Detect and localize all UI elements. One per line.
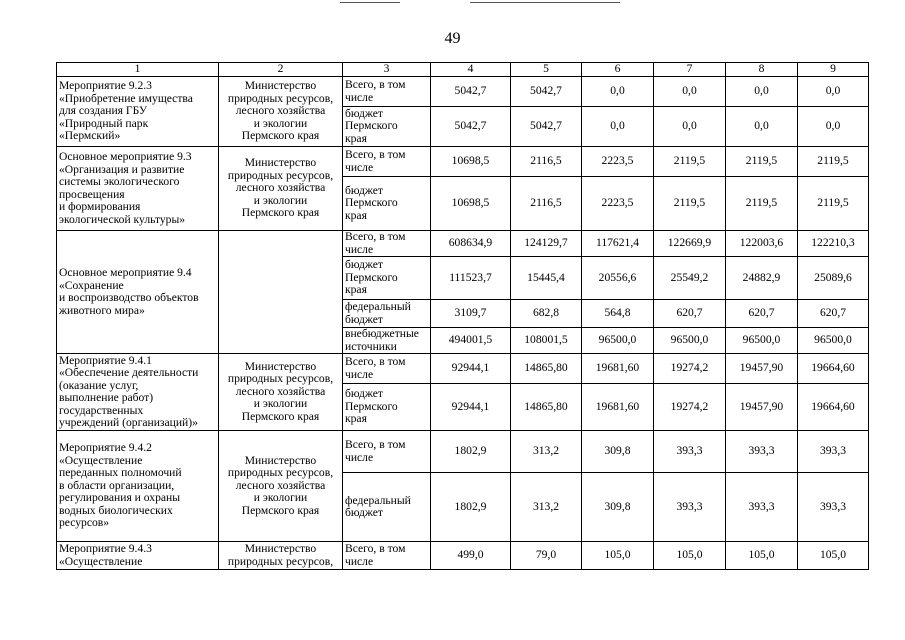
amount-cell: 124129,7 [511, 231, 582, 257]
amount-cell: 92944,1 [431, 354, 511, 384]
activity-name-cell [57, 77, 219, 147]
funding-source-line: края [345, 412, 367, 426]
amount-cell: 3109,7 [431, 300, 511, 328]
activity-name-line: ресурсов» [59, 516, 110, 530]
funding-source-cell [343, 147, 431, 177]
column-number-row [57, 63, 869, 77]
activity-name-line: просвещения [59, 187, 125, 201]
table-row [57, 542, 869, 570]
funding-source-cell [343, 384, 431, 431]
amount-cell: 2116,5 [511, 147, 582, 177]
amount-cell: 10698,5 [431, 147, 511, 177]
amount-cell: 105,0 [798, 542, 869, 570]
amount-cell: 122003,6 [726, 231, 798, 257]
executor-line: и экологии [253, 491, 308, 505]
amount-cell: 393,3 [798, 473, 869, 542]
executor-line: природных ресурсов, [227, 466, 334, 480]
executor-line: природных ресурсов, [227, 554, 334, 568]
activity-name-line: «Осуществление [59, 453, 143, 467]
activity-name-cell [57, 542, 219, 570]
amount-cell: 620,7 [726, 300, 798, 328]
executor-line: Пермского края [241, 409, 320, 423]
funding-source-line: бюджет [345, 506, 383, 519]
column-header: 4 [431, 63, 511, 77]
amount-cell: 2119,5 [654, 147, 726, 177]
activity-name-line: животного мира» [59, 303, 145, 317]
funding-source-line: Всего, в том [345, 230, 406, 243]
amount-cell: 313,2 [511, 431, 582, 473]
executor-line: и экологии [253, 193, 308, 207]
executor-cell [219, 354, 343, 431]
activity-name-line: государственных [59, 403, 144, 417]
funding-source-line: федеральный [345, 493, 411, 507]
funding-source-line: числе [345, 160, 374, 174]
funding-source-line: Пермского [345, 196, 398, 210]
amount-cell: 0,0 [798, 77, 869, 107]
activity-name-line: (оказание услуг, [59, 378, 139, 392]
activity-name-line: Основное мероприятие 9.4 [59, 266, 192, 279]
funding-source-line: бюджет [345, 106, 383, 120]
activity-name-line: «Осуществление [59, 554, 143, 568]
activity-name-line: водных биологических [59, 503, 173, 517]
funding-source-cell [343, 107, 431, 147]
activity-name-line: Основное мероприятие 9.3 [59, 150, 192, 163]
amount-cell: 499,0 [431, 542, 511, 570]
executor-line: Министерство [244, 453, 317, 467]
amount-cell: 96500,0 [582, 328, 654, 354]
executor-line: Министерство [244, 156, 317, 170]
amount-cell: 111523,7 [431, 257, 511, 300]
amount-cell: 19681,60 [582, 354, 654, 384]
activity-name-line: «Организация и развитие [59, 162, 185, 176]
funding-source-line: Всего, в том [345, 438, 406, 451]
executor-line: лесного хозяйства [235, 181, 326, 195]
executor-cell [219, 431, 343, 542]
amount-cell: 117621,4 [582, 231, 654, 257]
funding-source-line: Всего, в том [345, 148, 406, 161]
activity-name-line: «Сохранение [59, 278, 124, 292]
funding-source-cell [343, 354, 431, 384]
funding-source-line: бюджет [345, 387, 383, 401]
activity-name-line: экологической культуры» [59, 212, 186, 226]
amount-cell: 19274,2 [654, 384, 726, 431]
activity-name-line: и воспроизводство объектов [59, 291, 199, 304]
amount-cell: 2116,5 [511, 177, 582, 231]
executor-line: Министерство [244, 359, 317, 373]
funding-source-line: Всего, в том [345, 355, 406, 368]
amount-cell: 1802,9 [431, 473, 511, 542]
activity-name-line: переданных полномочий [59, 466, 182, 480]
amount-cell: 608634,9 [431, 231, 511, 257]
funding-source-line: числе [345, 367, 374, 381]
funding-source-line: бюджет [345, 312, 383, 326]
activity-name-line: «Обеспечение деятельности [59, 366, 199, 379]
amount-cell: 1802,9 [431, 431, 511, 473]
amount-cell: 309,8 [582, 431, 654, 473]
funding-source-cell [343, 77, 431, 107]
amount-cell: 309,8 [582, 473, 654, 542]
funding-source-cell [343, 473, 431, 542]
funding-source-line: числе [345, 554, 374, 568]
amount-cell: 5042,7 [511, 77, 582, 107]
executor-line: Министерство [244, 79, 317, 93]
amount-cell: 108001,5 [511, 328, 582, 354]
amount-cell: 96500,0 [654, 328, 726, 354]
activity-name-line: для создания ГБУ [59, 104, 148, 118]
amount-cell: 96500,0 [726, 328, 798, 354]
table-body [57, 77, 869, 570]
executor-line: природных ресурсов, [227, 168, 334, 182]
amount-cell: 0,0 [726, 77, 798, 107]
activity-name-cell [57, 231, 219, 354]
amount-cell: 105,0 [582, 542, 654, 570]
amount-cell: 393,3 [654, 431, 726, 473]
amount-cell: 92944,1 [431, 384, 511, 431]
funding-source-cell [343, 257, 431, 300]
amount-cell: 19457,90 [726, 384, 798, 431]
amount-cell: 393,3 [726, 431, 798, 473]
amount-cell: 0,0 [798, 107, 869, 147]
amount-cell: 682,8 [511, 300, 582, 328]
amount-cell: 2223,5 [582, 177, 654, 231]
activity-name-line: регулирования и охраны [59, 491, 181, 505]
funding-source-line: Пермского [345, 119, 398, 133]
amount-cell: 122669,9 [654, 231, 726, 257]
funding-source-line: Всего, в том [345, 542, 406, 555]
funding-source-line: края [345, 131, 367, 145]
amount-cell: 10698,5 [431, 177, 511, 231]
executor-cell [219, 231, 343, 354]
amount-cell: 620,7 [654, 300, 726, 328]
funding-source-line: Всего, в том [345, 78, 406, 91]
column-header: 6 [582, 63, 654, 77]
amount-cell: 79,0 [511, 542, 582, 570]
activity-name-line: Мероприятие 9.4.2 [59, 441, 152, 455]
table-row [57, 431, 869, 473]
amount-cell: 20556,6 [582, 257, 654, 300]
amount-cell: 96500,0 [798, 328, 869, 354]
amount-cell: 2119,5 [798, 147, 869, 177]
table-row [57, 77, 869, 107]
activity-name-line: выполнение работ) [59, 391, 154, 404]
header-rule [470, 2, 620, 3]
amount-cell: 2119,5 [654, 177, 726, 231]
amount-cell: 494001,5 [431, 328, 511, 354]
amount-cell: 313,2 [511, 473, 582, 542]
amount-cell: 393,3 [726, 473, 798, 542]
funding-source-line: внебюджетные [345, 327, 419, 340]
funding-source-line: бюджет [345, 258, 383, 272]
column-header: 3 [343, 63, 431, 77]
amount-cell: 5042,7 [511, 107, 582, 147]
table-row [57, 231, 869, 257]
funding-source-line: числе [345, 242, 374, 256]
amount-cell: 5042,7 [431, 107, 511, 147]
amount-cell: 2223,5 [582, 147, 654, 177]
funding-source-line: Пермского [345, 270, 398, 284]
page-number: 49 [444, 30, 461, 47]
amount-cell: 105,0 [726, 542, 798, 570]
column-header: 5 [511, 63, 582, 77]
table-row [57, 354, 869, 384]
activity-name-line: «Пермский» [59, 129, 121, 143]
amount-cell: 2119,5 [798, 177, 869, 231]
funding-source-cell [343, 431, 431, 473]
activity-name-cell [57, 147, 219, 231]
budget-table [56, 62, 869, 570]
activity-name-line: «Приобретение имущества [59, 91, 193, 105]
column-header: 9 [798, 63, 869, 77]
amount-cell: 393,3 [798, 431, 869, 473]
amount-cell: 19664,60 [798, 354, 869, 384]
funding-source-line: края [345, 208, 367, 222]
activity-name-line: Мероприятие 9.2.3 [59, 79, 152, 93]
funding-source-line: Пермского [345, 399, 398, 413]
header-rule [340, 2, 400, 3]
activity-name-line: Мероприятие 9.4.3 [59, 542, 152, 555]
funding-source-cell [343, 231, 431, 257]
amount-cell: 25089,6 [798, 257, 869, 300]
executor-line: и экологии [253, 116, 308, 130]
executor-cell [219, 77, 343, 147]
amount-cell: 14865,80 [511, 354, 582, 384]
executor-line: лесного хозяйства [235, 478, 326, 492]
executor-line: Пермского края [241, 206, 320, 220]
executor-line: и экологии [253, 397, 308, 411]
executor-cell [219, 542, 343, 570]
funding-source-cell [343, 328, 431, 354]
amount-cell: 24882,9 [726, 257, 798, 300]
activity-name-line: «Природный парк [59, 116, 149, 130]
funding-source-cell [343, 177, 431, 231]
amount-cell: 564,8 [582, 300, 654, 328]
amount-cell: 5042,7 [431, 77, 511, 107]
column-header: 1 [57, 63, 219, 77]
executor-cell [219, 147, 343, 231]
scan-header-lines [0, 0, 905, 6]
activity-name-line: Мероприятие 9.4.1 [59, 353, 152, 367]
column-header: 2 [219, 63, 343, 77]
amount-cell: 122210,3 [798, 231, 869, 257]
amount-cell: 15445,4 [511, 257, 582, 300]
activity-name-line: и формирования [59, 200, 141, 213]
activity-name-cell [57, 354, 219, 431]
amount-cell: 0,0 [582, 77, 654, 107]
funding-source-cell [343, 542, 431, 570]
funding-source-line: края [345, 283, 367, 297]
amount-cell: 19681,60 [582, 384, 654, 431]
column-header: 7 [654, 63, 726, 77]
executor-line: лесного хозяйства [235, 384, 326, 398]
amount-cell: 0,0 [582, 107, 654, 147]
amount-cell: 0,0 [726, 107, 798, 147]
amount-cell: 25549,2 [654, 257, 726, 300]
executor-line: лесного хозяйства [235, 104, 326, 118]
funding-source-line: бюджет [345, 183, 383, 197]
amount-cell: 2119,5 [726, 147, 798, 177]
amount-cell: 620,7 [798, 300, 869, 328]
amount-cell: 393,3 [654, 473, 726, 542]
amount-cell: 2119,5 [726, 177, 798, 231]
executor-line: природных ресурсов, [227, 91, 334, 105]
funding-source-line: федеральный [345, 300, 411, 313]
executor-line: Пермского края [241, 503, 320, 517]
amount-cell: 0,0 [654, 77, 726, 107]
table-row [57, 147, 869, 177]
column-header: 8 [726, 63, 798, 77]
activity-name-line: в области организации, [59, 478, 175, 492]
executor-line: Пермского края [241, 129, 320, 143]
activity-name-cell [57, 431, 219, 542]
amount-cell: 105,0 [654, 542, 726, 570]
activity-name-line: учреждений (организаций)» [59, 416, 198, 429]
funding-source-line: источники [345, 339, 397, 353]
amount-cell: 19664,60 [798, 384, 869, 431]
amount-cell: 0,0 [654, 107, 726, 147]
activity-name-line: системы экологического [59, 175, 180, 188]
executor-line: природных ресурсов, [227, 372, 334, 386]
amount-cell: 14865,80 [511, 384, 582, 431]
amount-cell: 19457,90 [726, 354, 798, 384]
executor-line: Министерство [244, 542, 317, 555]
funding-source-cell [343, 300, 431, 328]
amount-cell: 19274,2 [654, 354, 726, 384]
funding-source-line: числе [345, 450, 374, 464]
funding-source-line: числе [345, 90, 374, 104]
